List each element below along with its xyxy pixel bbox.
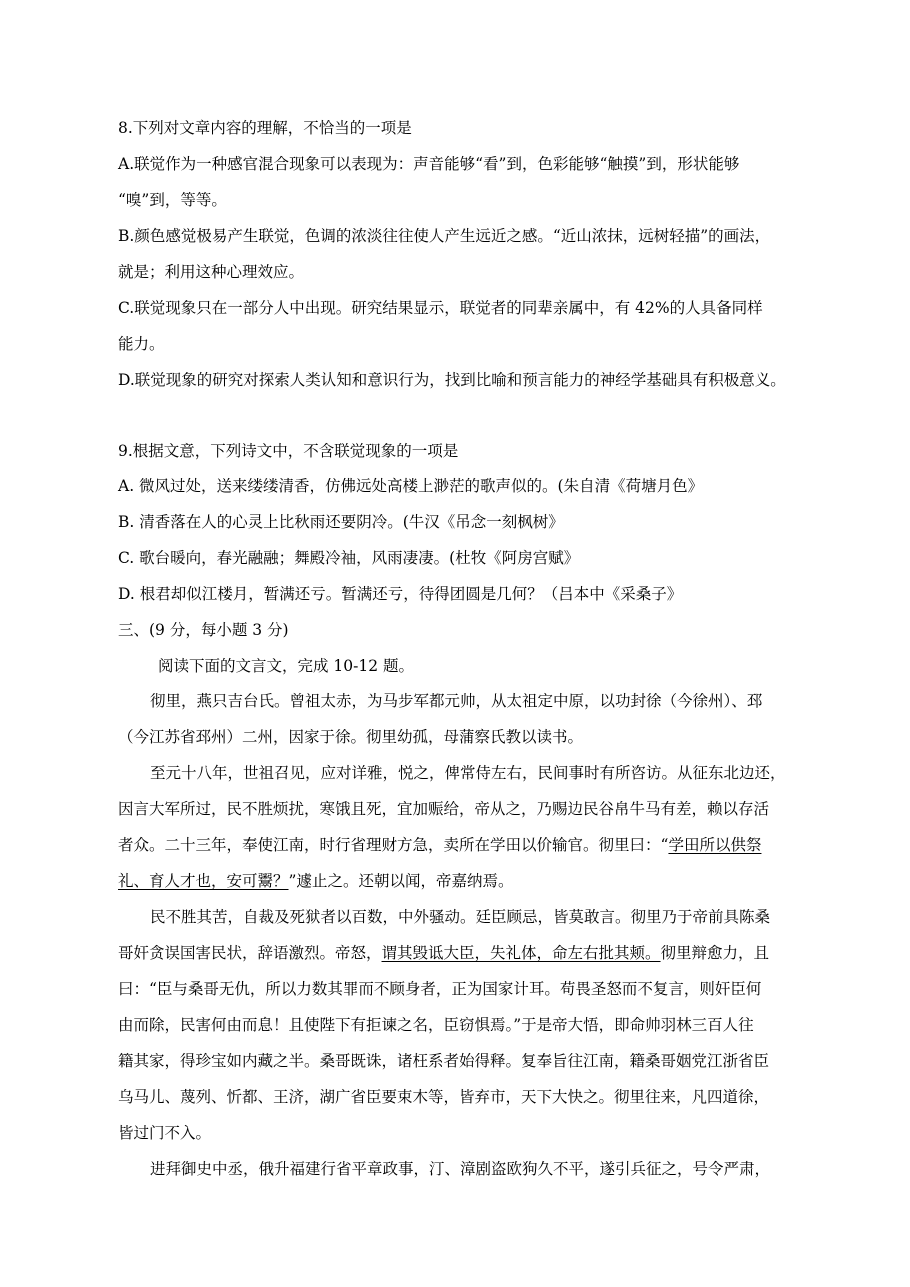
q8-option-b-line2: 就是；利用这种心理效应。 (118, 263, 305, 281)
q8-stem: 8.下列对文章内容的理解，不恰当的一项是 (118, 119, 412, 137)
passage-text: ”遽止之。还朝以闻，帝嘉纳焉。 (288, 872, 514, 890)
passage-p4-line1: 进拜御史中丞，俄升福建行省平章政事，汀、漳剧盗欧狗久不平，遂引兵征之，号令严肃， (150, 1160, 771, 1178)
passage-text: 者众。二十三年，奉使江南，时行省理财方急，卖所在学田以价输官。彻里曰：“ (118, 836, 669, 854)
passage-p2-line3 (118, 835, 761, 855)
underlined-sentence: 谓其毁诋大臣，失礼体，命左右批其颊。 (381, 944, 661, 962)
passage-p3-line7: 皆过门不入。 (118, 1124, 212, 1142)
passage-text: 彻里辩愈力，且 (660, 944, 770, 962)
q9-stem: 9.根据文意，下列诗文中，不含联觉现象的一项是 (118, 442, 459, 460)
q8-option-c-line1: C.联觉现象只在一部分人中出现。研究结果显示，联觉者的同辈亲属中，有 42%的人具备同样 (118, 299, 763, 317)
passage-p2-line1: 至元十八年，世祖召见，应对详雅，悦之，俾常侍左右，民间事时有所咨访。从征东北边还， (150, 764, 786, 782)
passage-p2-line4 (118, 871, 513, 891)
underlined-sentence: 学田所以供祭 (668, 836, 762, 854)
q8-option-a-line2: “嗅”到，等等。 (118, 191, 227, 209)
q9-option-b: B. 清香落在人的心灵上比秋雨还要阴冷。(牛汉《吊念一刻枫树》 (118, 513, 564, 531)
passage-p3-line4: 由而除，民害何由而息！且使陛下有拒谏之名，臣窃惧焉。”于是帝大悟，即命帅羽林三百人往 (118, 1016, 754, 1034)
passage-text: 哥奸贪误国害民状，辞语激烈。帝怒， (118, 944, 382, 962)
q8-option-a-line1: A.联觉作为一种感官混合现象可以表现为：声音能够“看”到，色彩能够“触摸”到，形状能够 (118, 155, 740, 173)
q9-option-d: D. 根君却似江楼月，暂满还亏。暂满还亏，待得团圆是几何？（吕本中《采桑子》 (118, 585, 683, 603)
passage-p3-line1: 民不胜其苦，自裁及死狱者以百数，中外骚动。廷臣顾忌，皆莫敢言。彻里乃于帝前具陈桑 (150, 908, 771, 926)
passage-p3-line2 (118, 943, 769, 963)
q8-option-d: D.联觉现象的研究对探索人类认知和意识行为，找到比喻和预言能力的神经学基础具有积极意义。 (118, 371, 786, 389)
passage-p1-line2: （今江苏省邳州）二州，因家于徐。彻里幼孤，母蒲察氏教以读书。 (118, 728, 584, 746)
passage-p1-line1: 彻里，燕只吉台氏。曾祖太赤，为马步军都元帅，从太祖定中原，以功封徐（今徐州）、邳 (150, 692, 763, 710)
section3-heading: 三、(9 分，每小题 3 分) (118, 621, 289, 639)
q9-option-c: C. 歌台暖向，春光融融；舞殿冷袖，风雨凄凄。(杜牧《阿房宫赋》 (118, 549, 580, 567)
passage-p2-line2: 因言大军所过，民不胜烦扰，寒饿且死，宜加赈给，帝从之，乃赐边民谷帛牛马有差，赖以存活 (118, 800, 770, 818)
q8-option-b-line1: B.颜色感觉极易产生联觉，色调的浓淡往往使人产生远近之感。“近山浓抹，远树轻描”的画法， (118, 227, 771, 245)
section3-instruction: 阅读下面的文言文，完成 10-12 题。 (158, 657, 415, 675)
underlined-sentence: 礼、育人才也，安可鬻？ (118, 872, 289, 890)
passage-p3-line3: 曰：“臣与桑哥无仇，所以力数其罪而不顾身者，正为国家计耳。苟畏圣怒而不复言，则奸臣何 (118, 980, 762, 998)
passage-p3-line6: 乌马儿、蔑列、忻都、王济，湖广省臣要束木等，皆弃市，天下大快之。彻里往来，凡四道徐， (118, 1088, 770, 1106)
passage-p3-line5: 籍其家，得珍宝如内藏之半。桑哥既诛，诸枉系者始得释。复奉旨往江南，籍桑哥姻党江浙省臣 (118, 1052, 770, 1070)
q8-option-c-line2: 能力。 (118, 335, 165, 353)
q9-option-a: A. 微风过处，送来缕缕清香，仿佛远处高楼上渺茫的歌声似的。(朱自清《荷塘月色》 (118, 477, 704, 495)
